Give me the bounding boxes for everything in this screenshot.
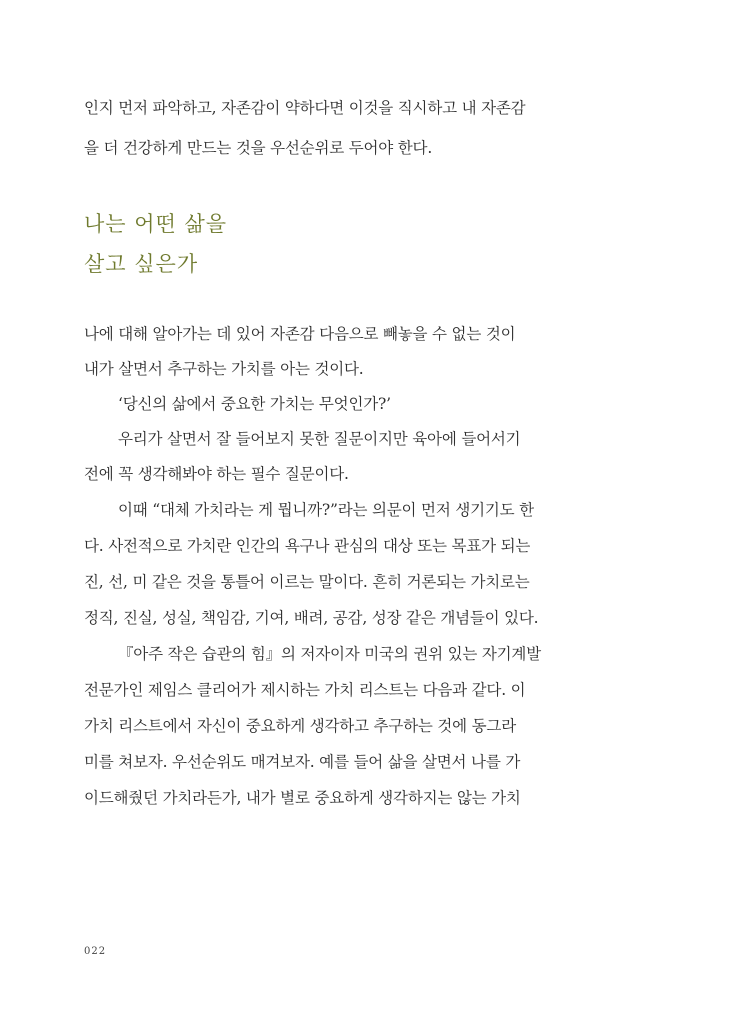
body-line-14: 이드해줬던 가치라든가, 내가 별로 중요하게 생각하지는 않는 가치	[84, 789, 521, 807]
body-line-6: 이때 “대체 가치라는 게 뭡니까?”라는 의문이 먼저 생기기도 한	[118, 501, 534, 519]
body-line-8: 진, 선, 미 같은 것을 통틀어 이르는 말이다. 흔히 거론되는 가치로는	[84, 573, 530, 591]
page-number: 022	[84, 946, 107, 957]
body-line-11: 전문가인 제임스 클리어가 제시하는 가치 리스트는 다음과 같다. 이	[84, 681, 526, 699]
body-line-9: 정직, 진실, 성실, 책임감, 기여, 배려, 공감, 성장 같은 개념들이 있다.	[84, 609, 539, 627]
intro-line-1: 인지 먼저 파악하고, 자존감이 약하다면 이것을 직시하고 내 자존감	[84, 99, 526, 117]
body-line-12: 가치 리스트에서 자신이 중요하게 생각하고 추구하는 것에 동그라	[84, 717, 516, 735]
body-line-5: 전에 꼭 생각해봐야 하는 필수 질문이다.	[84, 465, 349, 483]
body-line-1: 나에 대해 알아가는 데 있어 자존감 다음으로 빼놓을 수 없는 것이	[84, 325, 516, 343]
body-line-13: 미를 쳐보자. 우선순위도 매겨보자. 예를 들어 삶을 살면서 나를 가	[84, 753, 521, 771]
section-heading-line-1: 나는 어떤 삶을	[84, 212, 228, 236]
body-line-10: 『아주 작은 습관의 힘』의 저자이자 미국의 권위 있는 자기계발	[118, 645, 541, 663]
intro-line-2: 을 더 건강하게 만드는 것을 우선순위로 두어야 한다.	[84, 139, 433, 157]
body-line-7: 다. 사전적으로 가치란 인간의 욕구나 관심의 대상 또는 목표가 되는	[84, 537, 531, 555]
body-line-2: 내가 살면서 추구하는 가치를 아는 것이다.	[84, 360, 364, 378]
body-line-3: ‘당신의 삶에서 중요한 가치는 무엇인가?’	[118, 395, 391, 413]
section-heading-line-2: 살고 싶은가	[84, 252, 199, 276]
body-line-4: 우리가 살면서 잘 들어보지 못한 질문이지만 육아에 들어서기	[118, 430, 521, 448]
